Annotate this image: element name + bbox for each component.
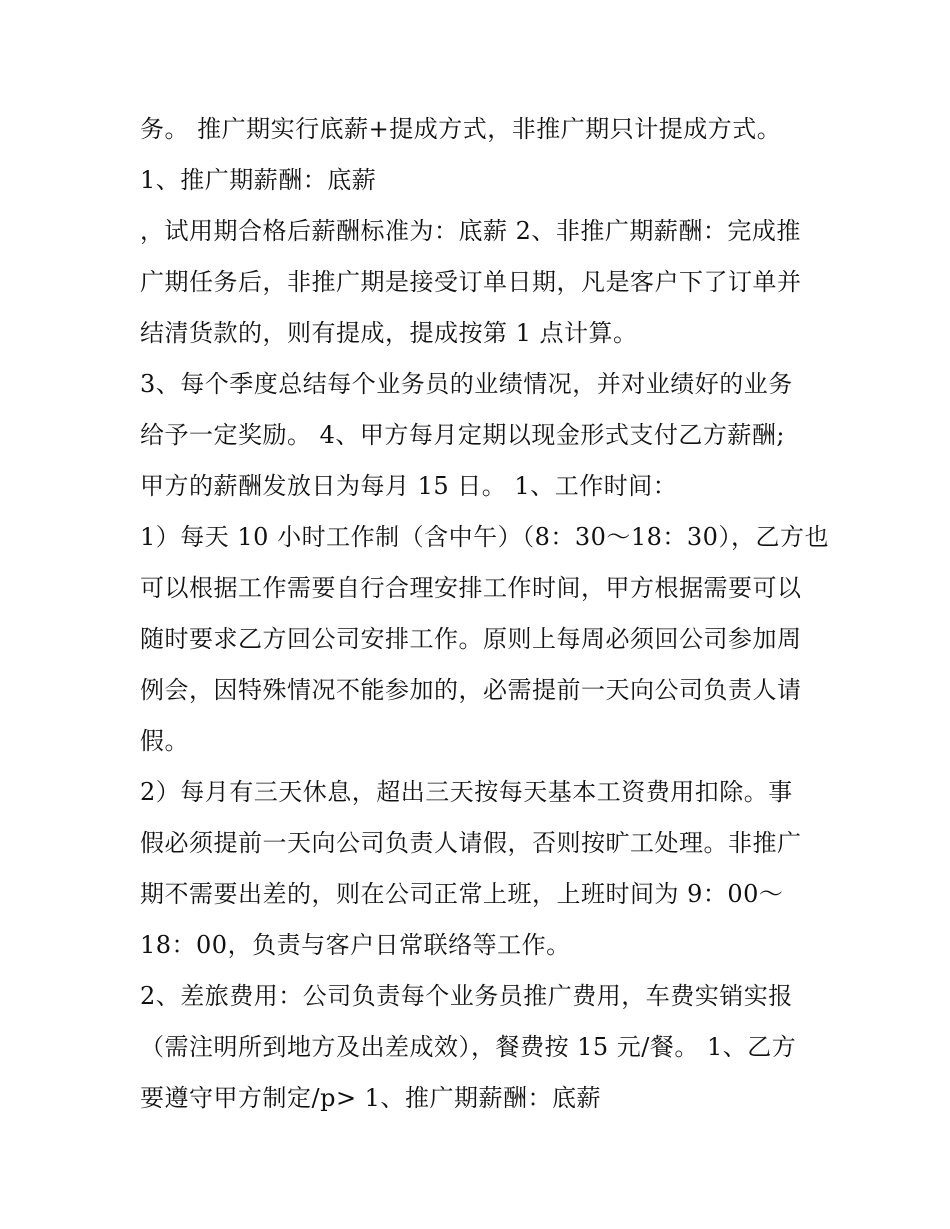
- text-line: 务。 推广期实行底薪+提成方式，非推广期只计提成方式。: [140, 115, 782, 143]
- text-line: 可以根据工作需要自行合理安排工作时间，甲方根据需要可以: [140, 574, 802, 602]
- text-line: 3、每个季度总结每个业务员的业绩情况，并对业绩好的业务: [140, 370, 793, 398]
- text-line: 假。: [140, 727, 189, 755]
- text-line: 期不需要出差的，则在公司正常上班，上班时间为 9：00～: [140, 880, 784, 908]
- text-line: 2、差旅费用：公司负责每个业务员推广费用，车费实销实报: [140, 982, 793, 1010]
- text-line: 1）每天 10 小时工作制（含中午）（8：30～18：30），乙方也: [140, 523, 829, 551]
- text-line: 例会，因特殊情况不能参加的，必需提前一天向公司负责人请: [140, 676, 802, 704]
- text-line: 广期任务后，非推广期是接受订单日期，凡是客户下了订单并: [140, 268, 802, 296]
- text-line: （需注明所到地方及出差成效），餐费按 15 元/餐。 1、乙方: [140, 1033, 797, 1061]
- text-line: 18：00，负责与客户日常联络等工作。: [140, 931, 571, 959]
- text-line: 甲方的薪酬发放日为每月 15 日。 1、工作时间：: [140, 472, 678, 500]
- text-line: 1、推广期薪酬：底薪: [140, 166, 377, 194]
- text-line: 给予一定奖励。 4、甲方每月定期以现金形式支付乙方薪酬;: [140, 421, 785, 449]
- text-line: 结清货款的，则有提成，提成按第 1 点计算。: [140, 319, 638, 347]
- text-line: 假必须提前一天向公司负责人请假，否则按旷工处理。非推广: [140, 829, 802, 857]
- text-line: ，试用期合格后薪酬标准为：底薪 2、非推广期薪酬：完成推: [140, 217, 801, 245]
- text-line: 随时要求乙方回公司安排工作。原则上每周必须回公司参加周: [140, 625, 802, 653]
- text-line: 要遵守甲方制定/p> 1、推广期薪酬：底薪: [140, 1084, 601, 1112]
- text-line: 2）每月有三天休息，超出三天按每天基本工资费用扣除。事: [140, 778, 793, 806]
